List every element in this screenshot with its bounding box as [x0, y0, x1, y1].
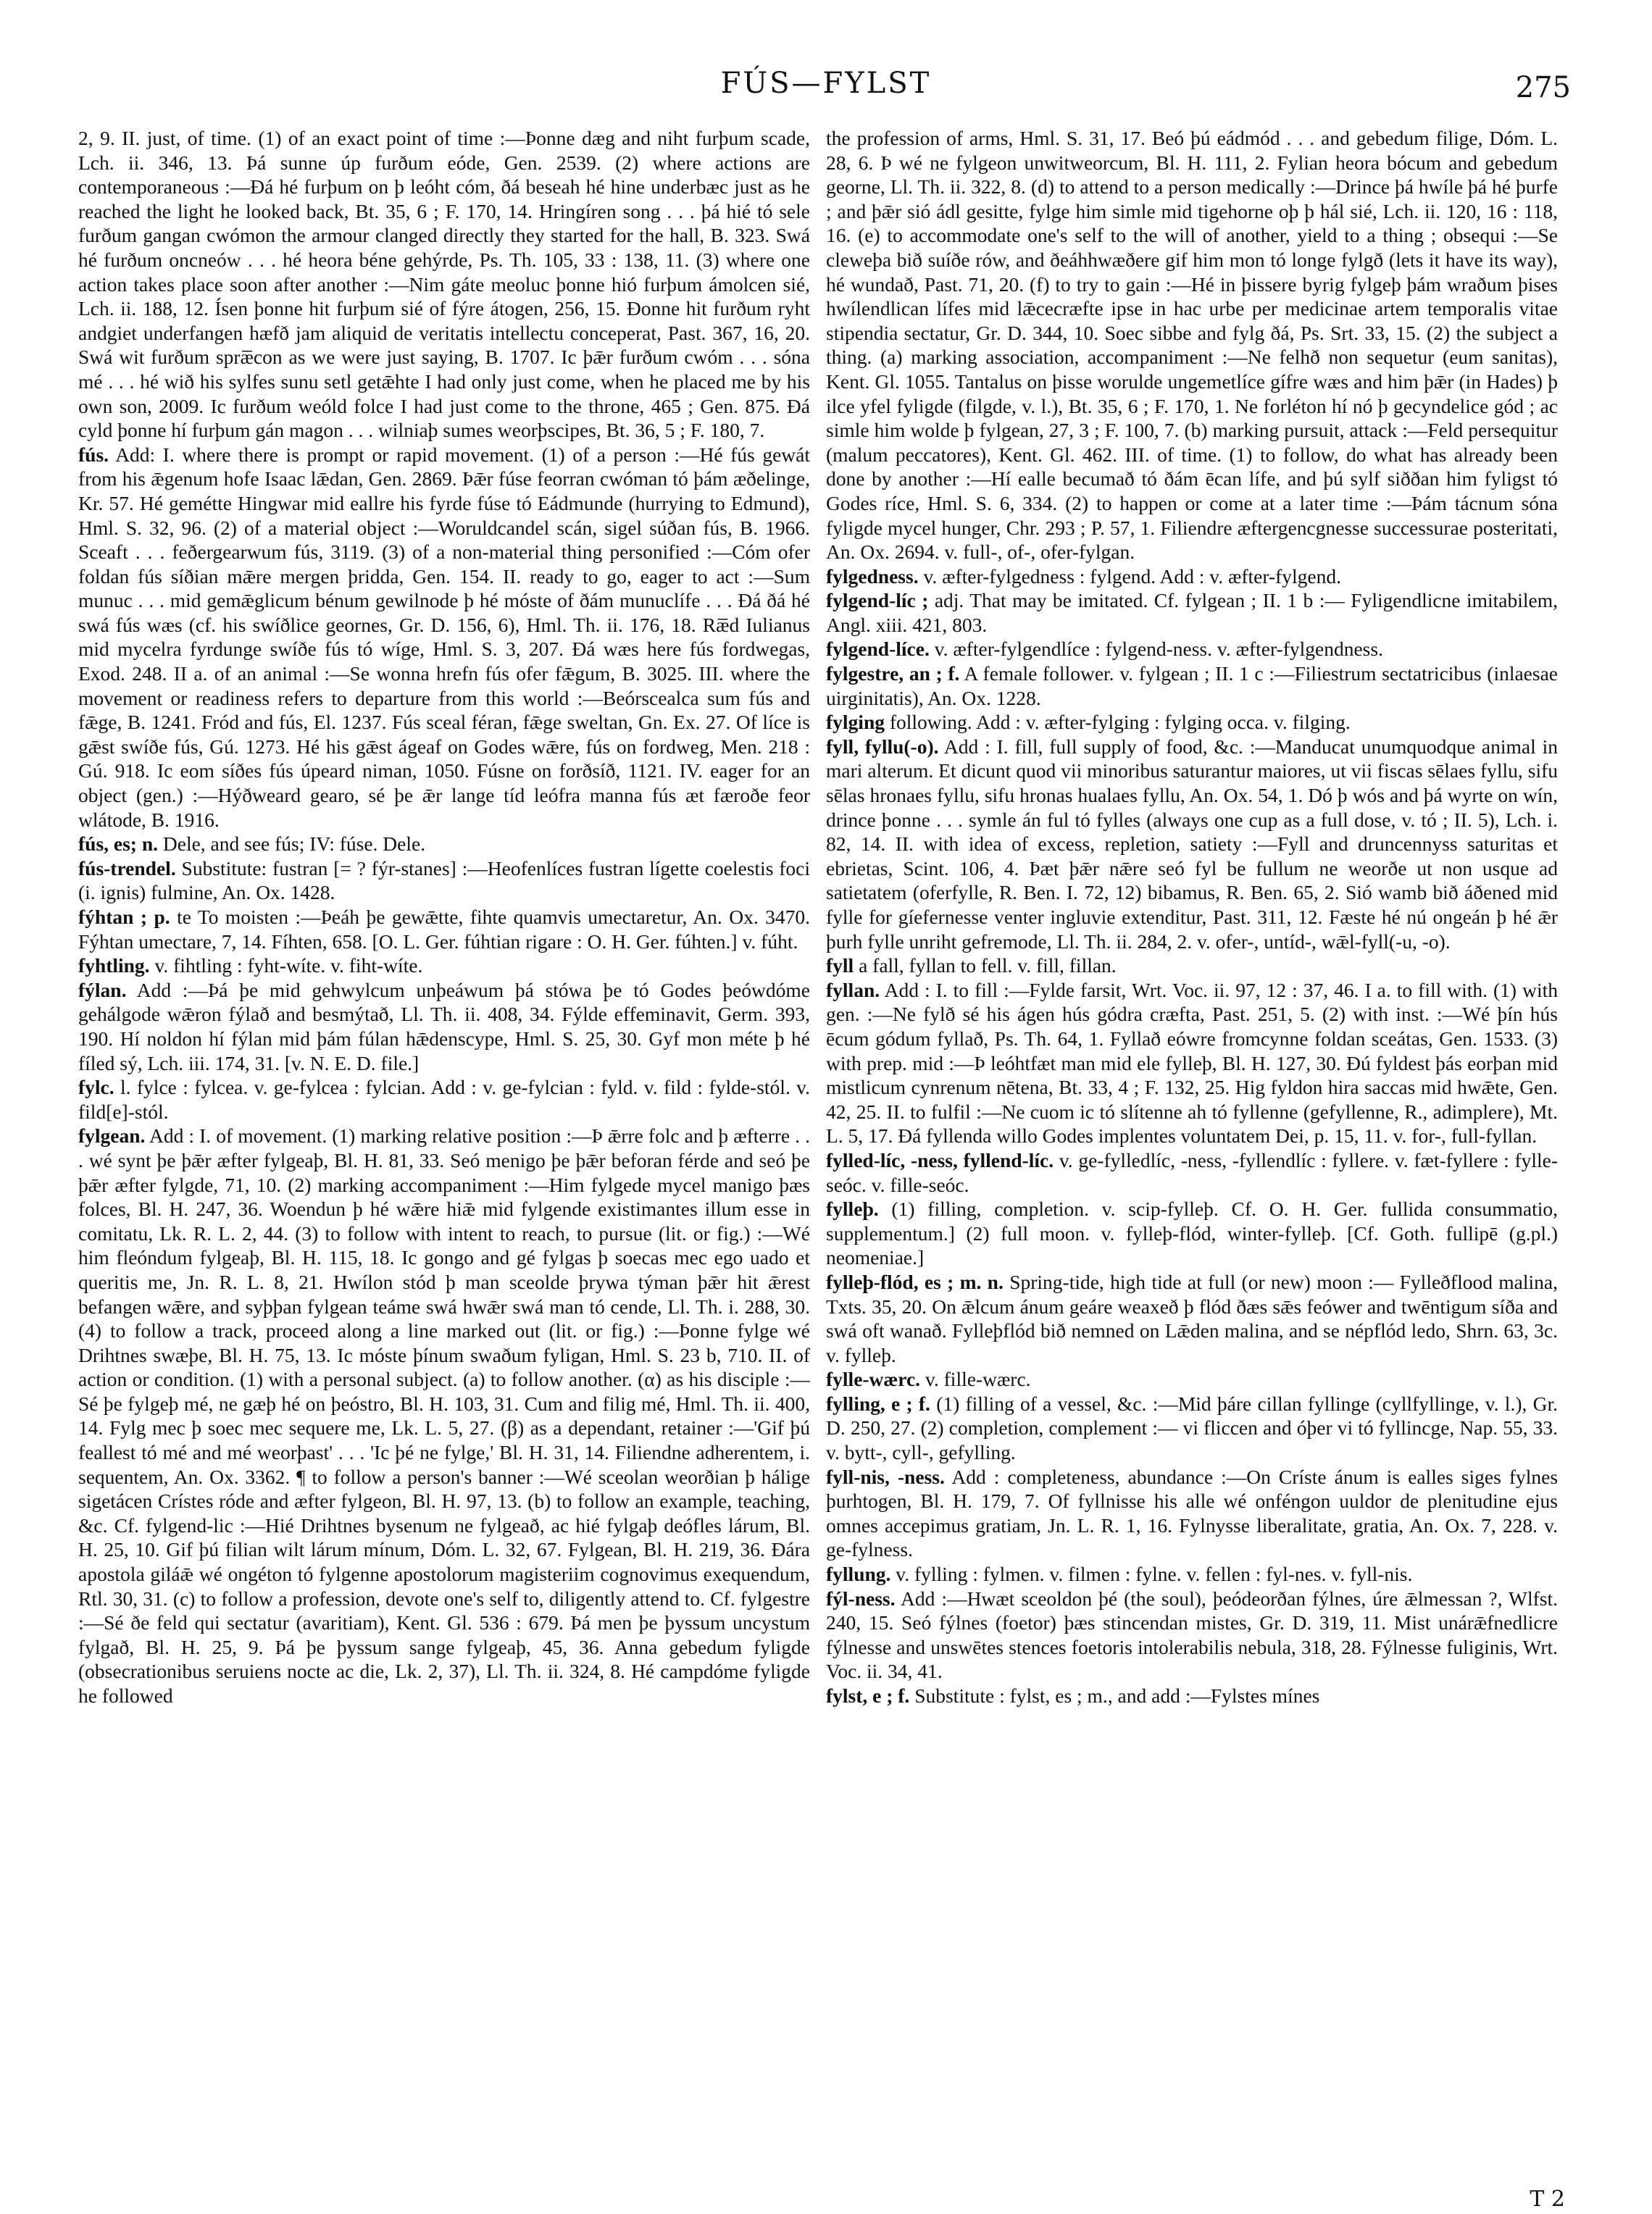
- entry-text: Add : I. to fill :—Fylde farsit, Wrt. Voc. ii. 97, 12 : 37, 46. I a. to fill with. (1) with gen. :—Ne fylð sé his ágen hús gódra cræfta, Past. 251, 5. (2) with inst. :—Wé þín hús ēcum gódum fyllað, Ps. Th. 64, 1. Fyllað eówre fromcynne foldan sceátas, Gen. 1533. (3) with prep. mid :—Þ leóhtfæt man mid ele fylleþ, Bl. H. 127, 30. Ðú fyldest þás eorþan mid mistlicum cynrenum nētena, Bt. 33, 4 ; F. 132, 25. Hig fyldon hira saccas mid hwǣte, Gen. 42, 25. II. to fulfil :—Ne cuom ic tó slítenne ah tó fyllenne (gefyllenne, R., adimplere), Mt. L. 5, 17. Ðá fyllenda willo Godes implentes voluntatem Dei, p. 15, 11. v. for-, full-fyllan.: [826, 978, 1558, 1148]
- dictionary-entry: [826, 1465, 1558, 1562]
- page-number: 275: [1515, 71, 1571, 104]
- entry-headword: fyllung.: [826, 1563, 891, 1586]
- entry-headword: fylst, e ; f.: [826, 1684, 910, 1707]
- dictionary-entry: [78, 832, 810, 856]
- entry-headword: fyll, fyllu(-o).: [826, 735, 939, 758]
- entry-headword: fyll: [826, 954, 854, 977]
- entry-text: Add: I. where there is prompt or rapid movement. (1) of a person :—Hé fús gewát from his ǣgenum hofe Isaac lǣdan, Gen. 2869. Þǣr fúse feorran cwóman tó þám æðelinge, Kr. 57. Hé gemétte Hingwar mid eallre his fyrde fúse tó Eádmunde (hurrying to Edmund), Hml. S. 32, 96. (2) of a material object :—Woruldcandel scán, sigel súðan fús, B. 1966. Sceaft . . . feðergearwum fús, 3119. (3) of a non-material thing personified :—Cóm ofer foldan fús síðian mǣre mergen þridda, Gen. 154. II. ready to go, eager to act :—Sum munuc . . . mid gemǣglicum bénum gewilnode þ hé móste of ðám munuclífe . . . Ðá ðá hé swá fús wæs (cf. his swíðlice geornes, Gr. D. 156, 6), Hml. Th. ii. 176, 18. Ræ̅d Iulianus mid mycelra fyrdunge swíðe fús tó wíge, Hml. S. 3, 207. Ðá wæs here fús fordwegas, Exod. 248. II a. of an animal :—Se wonna hrefn fús ofer fǣgum, B. 3025. III. where the movement or readiness refers to departure from this world :—Beórscealca sum fús and fǣge, B. 1241. Fród and fús, El. 1237. Fús sceal féran, fǣge sweltan, Gn. Ex. 27. Of líce is gǣst swíðe fús, Gú. 1273. Hé his gǣst ágeaf on Godes wǣre, fús on fordweg, Men. 218 : Gú. 918. Ic eom síðes fús úpeard niman, 1050. Fúsne on forðsíð, 1121. IV. eager for an object (gen.) :—Hýðweard gearo, sé þe ǣr lange tíd leófra manna fús æt færoðe feor wlátode, B. 1916.: [78, 443, 810, 831]
- dictionary-entry: [826, 1587, 1558, 1684]
- dictionary-entry: [78, 126, 810, 443]
- entry-text: (1) filling, completion. v. scip-fylleþ. Cf. O. H. Ger. fullida consummatio, supplementum.] (2) full moon. v. fylleþ-flód, winter-fylleþ. [Cf. Goth. fullipē (g.pl.) neomeniae.]: [826, 1198, 1558, 1269]
- dictionary-entry: [826, 710, 1558, 735]
- entry-headword: fyhtling.: [78, 954, 150, 977]
- entry-text: Substitute: fustran [= ? fýr-stanes] :—Heofenlíces fustran lígette coelestis foci (i. ignis) fulmine, An. Ox. 1428.: [78, 856, 810, 904]
- dictionary-entry: [826, 637, 1558, 661]
- dictionary-entry: [826, 1270, 1558, 1367]
- entry-text: v. fille-wærc.: [925, 1368, 1031, 1391]
- entry-text: te To moisten :—Þeáh þe gewǣtte, fihte quamvis umectaretur, An. Ox. 3470. Fýhtan umectare, 7, 14. Fíhten, 658. [O. L. Ger. fúhtian rigare : O. H. Ger. fúhten.] v. fúht.: [78, 906, 810, 953]
- entry-text: 2, 9. II. just, of time. (1) of an exact point of time :—Þonne dæg and niht furþum scade, Lch. ii. 346, 13. Þá sunne úp furðum eóde, Gen. 2539. (2) where actions are contemporaneous :—Ðá hé furþum on þ leóht cóm, ðá beseah hé hine underbæc just as he reached the light he looked back, Bt. 35, 6 ; F. 170, 14. Hringíren song . . . þá hié tó sele furðum gangan cwómon the armour clanged directly they started for the hall, B. 323. Swá hé furðum oncneów . . . hé heora béne gehýrde, Ps. Th. 105, 33 : 138, 11. (3) where one action takes place soon after another :—Nim gáte meoluc þonne hió furþum ámolcen sié, Lch. ii. 188, 12. Ísen þonne hit furþum sié of fýre átogen, 256, 15. Ðonne hit furðum ryht andgiet underfangen hæfð jam aliquid de veritatis intellectu conceperat, Past. 367, 16, 20. Swá wit furðum spræ̅con as we were just saying, B. 1707. Ic þǣr furðum cwóm . . . sóna mé . . . hé wið his sylfes sunu setl getǣhte I had only just come, when he placed me by his own son, 2009. Ic furðum weóld folce I had just come to the throne, 465 ; Gen. 875. Ðá cyld þonne hí furþum gán magon . . . wilniaþ sumes weorþscipes, Bt. 36, 5 ; F. 180, 7.: [78, 127, 810, 442]
- entry-text: Add :—Þá þe mid gehwylcum unþeáwum þá stówa þe tó Godes þeówdóme gehálgode wǣron fýlað and besmýtað, Ll. Th. ii. 408, 34. Fýlde effeminavit, Germ. 393, 190. Hí noldon hí fýlan mid þám fúlan hǣdenscype, Hml. S. 25, 30. Gyf mon méte þ hé fíled sý, Lch. iii. 174, 31. [v. N. E. D. file.]: [78, 978, 810, 1074]
- dictionary-entry: [826, 661, 1558, 710]
- entry-text: the profession of arms, Hml. S. 31, 17. Beó þú eádmód . . . and gebedum filige, Dóm. L. 28, 6. Þ wé ne fylgeon unwitweorcum, Bl. H. 111, 2. Fylian heora bócum and gebedum georne, Ll. Th. ii. 322, 8. (d) to attend to a person medically :—Drince þá hwíle þá hé þurfe ; and þǣr sió ádl gesitte, fylge him simle mid tigehorne oþ þ hál sié, Lch. ii. 120, 16 : 118, 16. (e) to accommodate one's self to the will of another, yield to a thing ; obsequi :—Se cleweþa bið suíðe rów, and ðeáhhwæðere gif him mon tó longe fylgð (lets it have its way), hé wundað, Past. 71, 20. (f) to try to gain :—Hé in þissere byrig fylgeþ þám wraðum þises hwílendlican lífes mid lǣcecræfte ipse in hac urbe per medicinae artem temporalis vitae stipendia sectatur, Gr. D. 344, 10. Soec sibbe and fylg ðá, Ps. Srt. 33, 15. (2) the subject a thing. (a) marking association, accompaniment :—Ne felhð non sequetur (eum sanitas), Kent. Gl. 1055. Tantalus on þisse worulde ungemetlíce gífre wæs and him þǣr (in Hades) þ ilce yfel fyligde (filgde, v. l.), Bt. 35, 6 ; F. 170, 1. Ne forléton hí nó þ gecyndelice gód ; ac simle him wolde þ fylgean, 27, 3 ; F. 100, 7. (b) marking pursuit, attack :—Feld persequitur (malum peccatores), Kent. Gl. 462. III. of time. (1) to follow, do what has already been done by another :—Hí ealle becumað tó ðám ēcan lífe, and þú sylf siððan him fyligst tó Godes ríce, Hml. S. 6, 334. (2) to happen or come at a later time :—Þám tácnum sóna fyligde mycel hunger, Chr. 293 ; P. 57, 1. Filiendre æftergencgnesse successurae posteritati, An. Ox. 2694. v. full-, of-, ofer-fylgan.: [826, 127, 1558, 564]
- dictionary-entry: [826, 564, 1558, 589]
- dictionary-entry: [826, 588, 1558, 637]
- entry-text: Add :—Hwæt sceoldon þé (the soul), þeódeorðan fýlnes, úre ǣlmessan ?, Wlfst. 240, 15. Seó fýlnes (foetor) þæs stincendan mistes, Gr. D. 319, 11. Mist unárǣfnedlicre fýlnesse and unswētes stences foetoris intolerabilis nebula, 318, 28. Fýlnesse fuliginis, Wrt. Voc. ii. 34, 41.: [826, 1587, 1558, 1683]
- dictionary-entry: [826, 126, 1558, 564]
- entry-headword: fylgestre, an ; f.: [826, 662, 960, 685]
- entry-text: Add : I. of movement. (1) marking relative position :—Þ ǣrre folc and þ æfterre . . . wé synt þe þǣr æfter fylgeaþ, Bl. H. 81, 33. Seó menigo þe þǣr beforan férde and seó þe þǣr æfter fylgde, 71, 10. (2) marking accompaniment :—Him fylgede mycel manigo þæs folces, Bl. H. 247, 36. Woendun þ hé wǣre hiǣ mid fylgende existimantes illum esse in comitatu, Lk. R. L. 2, 44. (3) to follow with intent to reach, to pursue (lit. or fig.) :—Wé him fleóndum fylgeaþ, Bl. H. 115, 18. Ic gongo and gé fylgas þ soecas mec ego uado et queritis me, Jn. R. L. 8, 21. Hwílon stód þ man sceolde þrywa týman þǣr hit ǣrest befangen wǣre, and syþþan fylgean teáme swá hwǣr swá man tó cende, Ll. Th. i. 288, 30. (4) to follow a track, proceed along a line marked out (lit. or fig.) :—Þonne fylge wé Drihtnes swæþe, Bl. H. 75, 13. Ic móste þínum swaðum fyligan, Hml. S. 23 b, 710. II. of action or condition. (1) with a personal subject. (a) to follow another. (α) as his disciple :—Sé þe fylgeþ mé, ne gæþ hé on þeóstro, Bl. H. 103, 31. Cum and filig mé, Hml. Th. ii. 400, 14. Fylg mec þ soec mec sequere me, Lk. L. 5, 27. (β) as a dependant, retainer :—'Gif þú feallest tó mé and mé weorþast' . . . 'Ic þé ne fylge,' Bl. H. 31, 14. Filiendne adherentem, i. sequentem, An. Ox. 3362. ¶ to follow a person's banner :—Wé sceolan weorðian þ hálige sigetácen Crístes róde and æfter fylgeon, Bl. H. 97, 13. (b) to follow an example, teaching, &c. Cf. fylgend-lic :—Hié Drihtnes bysenum ne fylgeað, ac hié fylgaþ deófles lárum, Bl. H. 25, 10. Gif þú filian wilt lárum mínum, Dóm. L. 32, 67. Fylgean, Bl. H. 219, 36. Ðára apostola giláǣ wé ongéton tó fylgenne apostolorum magisteriim cognovimus exequendum, Rtl. 30, 31. (c) to follow a profession, devote one's self to, diligently attend to. Cf. fylgestre :—Sé ðe feld qui sectatur (avaritiam), Kent. Gl. 536 : 679. Þá men þe þyssum uncystum fylgað, Bl. H. 25, 9. Þá þe þyssum sange fylgeaþ, 45, 36. Anna gebedum fyligde (obsecrationibus seruiens nocte ac die, Lk. 2, 37), Ll. Th. ii. 324, 8. Hé campdóme fyligde he followed: [78, 1124, 810, 1707]
- entry-headword: fylc.: [78, 1076, 114, 1099]
- entry-text: adj. That may be imitated. Cf. fylgean ; II. 1 b :— Fyligendlicne imitabilem, Angl. xiii. 421, 803.: [826, 589, 1558, 636]
- entry-headword: fylled-líc, -ness, fyllend-líc.: [826, 1148, 1054, 1171]
- entry-headword: fyllan.: [826, 978, 880, 1001]
- entry-headword: fylleþ.: [826, 1198, 879, 1221]
- dictionary-entry: [78, 1124, 810, 1708]
- entry-headword: fús, es; n.: [78, 832, 159, 856]
- entry-headword: fylgend-líce.: [826, 638, 930, 661]
- entry-text: A female follower. v. fylgean ; II. 1 c :—Filiestrum sectatricibus (inlaesae uirginitatis), An. Ox. 1228.: [826, 662, 1558, 709]
- entry-text: a fall, fyllan to fell. v. fill, fillan.: [859, 954, 1117, 977]
- entry-text: Dele, and see fús; IV: fúse. Dele.: [162, 832, 426, 856]
- entry-headword: fylgean.: [78, 1124, 146, 1148]
- dictionary-entry: [78, 443, 810, 832]
- entry-text: (1) filling of a vessel, &c. :—Mid þáre cillan fyllinge (cyllfyllinge, v. l.), Gr. D. 250, 27. (2) completion, complement :— vi fliccen and óþer vi tó fyllincge, Nap. 55, 33. v. bytt-, cyll-, gefylling.: [826, 1392, 1558, 1464]
- entry-text: Substitute : fylst, es ; m., and add :—Fylstes mínes: [914, 1684, 1320, 1707]
- entry-headword: fylging: [826, 711, 885, 734]
- dictionary-entry: [826, 1392, 1558, 1465]
- dictionary-entry: [826, 1197, 1558, 1270]
- running-head: FÚS—FYLST: [720, 67, 932, 100]
- entry-text: Spring-tide, high tide at full (or new) moon :— Fylleðflood malina, Txts. 35, 20. On ǣlcum ánum geáre weaxeð þ flód ðæs sǣs feówer and twēntigum síða and swá oft wanað. Fylleþflód bið nemned on Lǣden malina, and se népflód ledo, Shrn. 63, 3c. v. fylleþ.: [826, 1270, 1558, 1366]
- entry-text: following. Add : v. æfter-fylging : fylging occa. v. filging.: [889, 711, 1351, 734]
- dictionary-entry: [826, 1148, 1558, 1197]
- dictionary-entry: [826, 1684, 1558, 1708]
- entry-headword: fylle-wærc.: [826, 1368, 921, 1391]
- dictionary-entry: [826, 978, 1558, 1148]
- signature-mark: T 2: [1530, 2186, 1565, 2212]
- dictionary-entry: [78, 953, 810, 978]
- entry-text: v. æfter-fylgedness : fylgend. Add : v. æfter-fylgend.: [923, 564, 1341, 588]
- entry-text: l. fylce : fylcea. v. ge-fylcea : fylcian. Add : v. ge-fylcian : fyld. v. fild : fylde-stól. v. fild[e]-stól.: [78, 1076, 810, 1123]
- entry-text: v. æfter-fylgendlíce : fylgend-ness. v. æfter-fylgendness.: [934, 638, 1383, 661]
- entry-headword: fylgend-líc ;: [826, 589, 929, 612]
- entry-text: v. ge-fylledlíc, -ness, -fyllendlíc : fyllere. v. fæt-fyllere : fylle-seóc. v. fille-seóc.: [826, 1148, 1558, 1196]
- right-column: [826, 126, 1558, 2155]
- dictionary-entry: [78, 905, 810, 953]
- entry-headword: fylleþ-flód, es ; m. n.: [826, 1270, 1004, 1293]
- entry-headword: fylling, e ; f.: [826, 1392, 930, 1415]
- entry-text: Add : completeness, abundance :—On Críste ánum is ealles siges fylnes þurhtogen, Bl. H. 179, 7. Of fyllnisse his alle wé onféngon uuldor de plenitudine ejus omnes accepimus gratiam, Jn. L. R. 1, 16. Fylnysse liberalitate, gratia, An. Ox. 7, 228. v. ge-fylness.: [826, 1465, 1558, 1561]
- entry-headword: fýhtan ; p.: [78, 906, 170, 928]
- entry-text: v. fylling : fylmen. v. filmen : fylne. v. fellen : fyl-nes. v. fyll-nis.: [896, 1563, 1413, 1586]
- dictionary-entry: [78, 1075, 810, 1124]
- entry-headword: fús-trendel.: [78, 856, 176, 880]
- entry-headword: fylgedness.: [826, 564, 919, 588]
- dictionary-entry: [826, 1562, 1558, 1587]
- entry-headword: fýlan.: [78, 978, 127, 1001]
- dictionary-entry: [826, 1367, 1558, 1392]
- dictionary-entry: [826, 735, 1558, 953]
- entry-headword: fús.: [78, 443, 109, 466]
- entry-headword: fýl-ness.: [826, 1587, 896, 1610]
- left-column: [78, 126, 810, 2155]
- dictionary-entry: [826, 953, 1558, 978]
- entry-headword: fyll-nis, -ness.: [826, 1465, 945, 1488]
- dictionary-entry: [78, 856, 810, 905]
- dictionary-entry: [78, 978, 810, 1075]
- entry-text: v. fihtling : fyht-wíte. v. fiht-wíte.: [154, 954, 423, 977]
- entry-text: Add : I. fill, full supply of food, &c. :—Manducat unumquodque animal in mari alterum. Et dicunt quod vii minoribus saturantur maiores, ut vii fiscas sēlaes fyllu, sifu sēlas hronaes fyllu, sifu hronas hualaes fyllu, An. Ox. 54, 1. Dó þ wós and þá wyrte on wín, drince þonne . . . symle án ful tó fylles (always one cup as a full dose, v. tó ; II. 5), Lch. i. 82, 14. II. with idea of excess, repletion, satiety :—Fyll and druncennyss saturitas et ebrietas, Scint. 106, 4. Þæt þǣr nǣre seó fyl be fullum ne weorðe ut non usque ad satietatem (oferfylle, R. Ben. I. 72, 12) bibamus, R. Ben. 65, 2. Sió wamb bið áðened mid fylle for gíefernesse venter ingluvie extenditur, Past. 311, 12. Fæste hé nú ongeán þ hé ǣr þurh fylle unriht gefremode, Ll. Th. ii. 284, 2. v. ofer-, untíd-, wǣl-fyll(-u, -o).: [826, 735, 1558, 953]
